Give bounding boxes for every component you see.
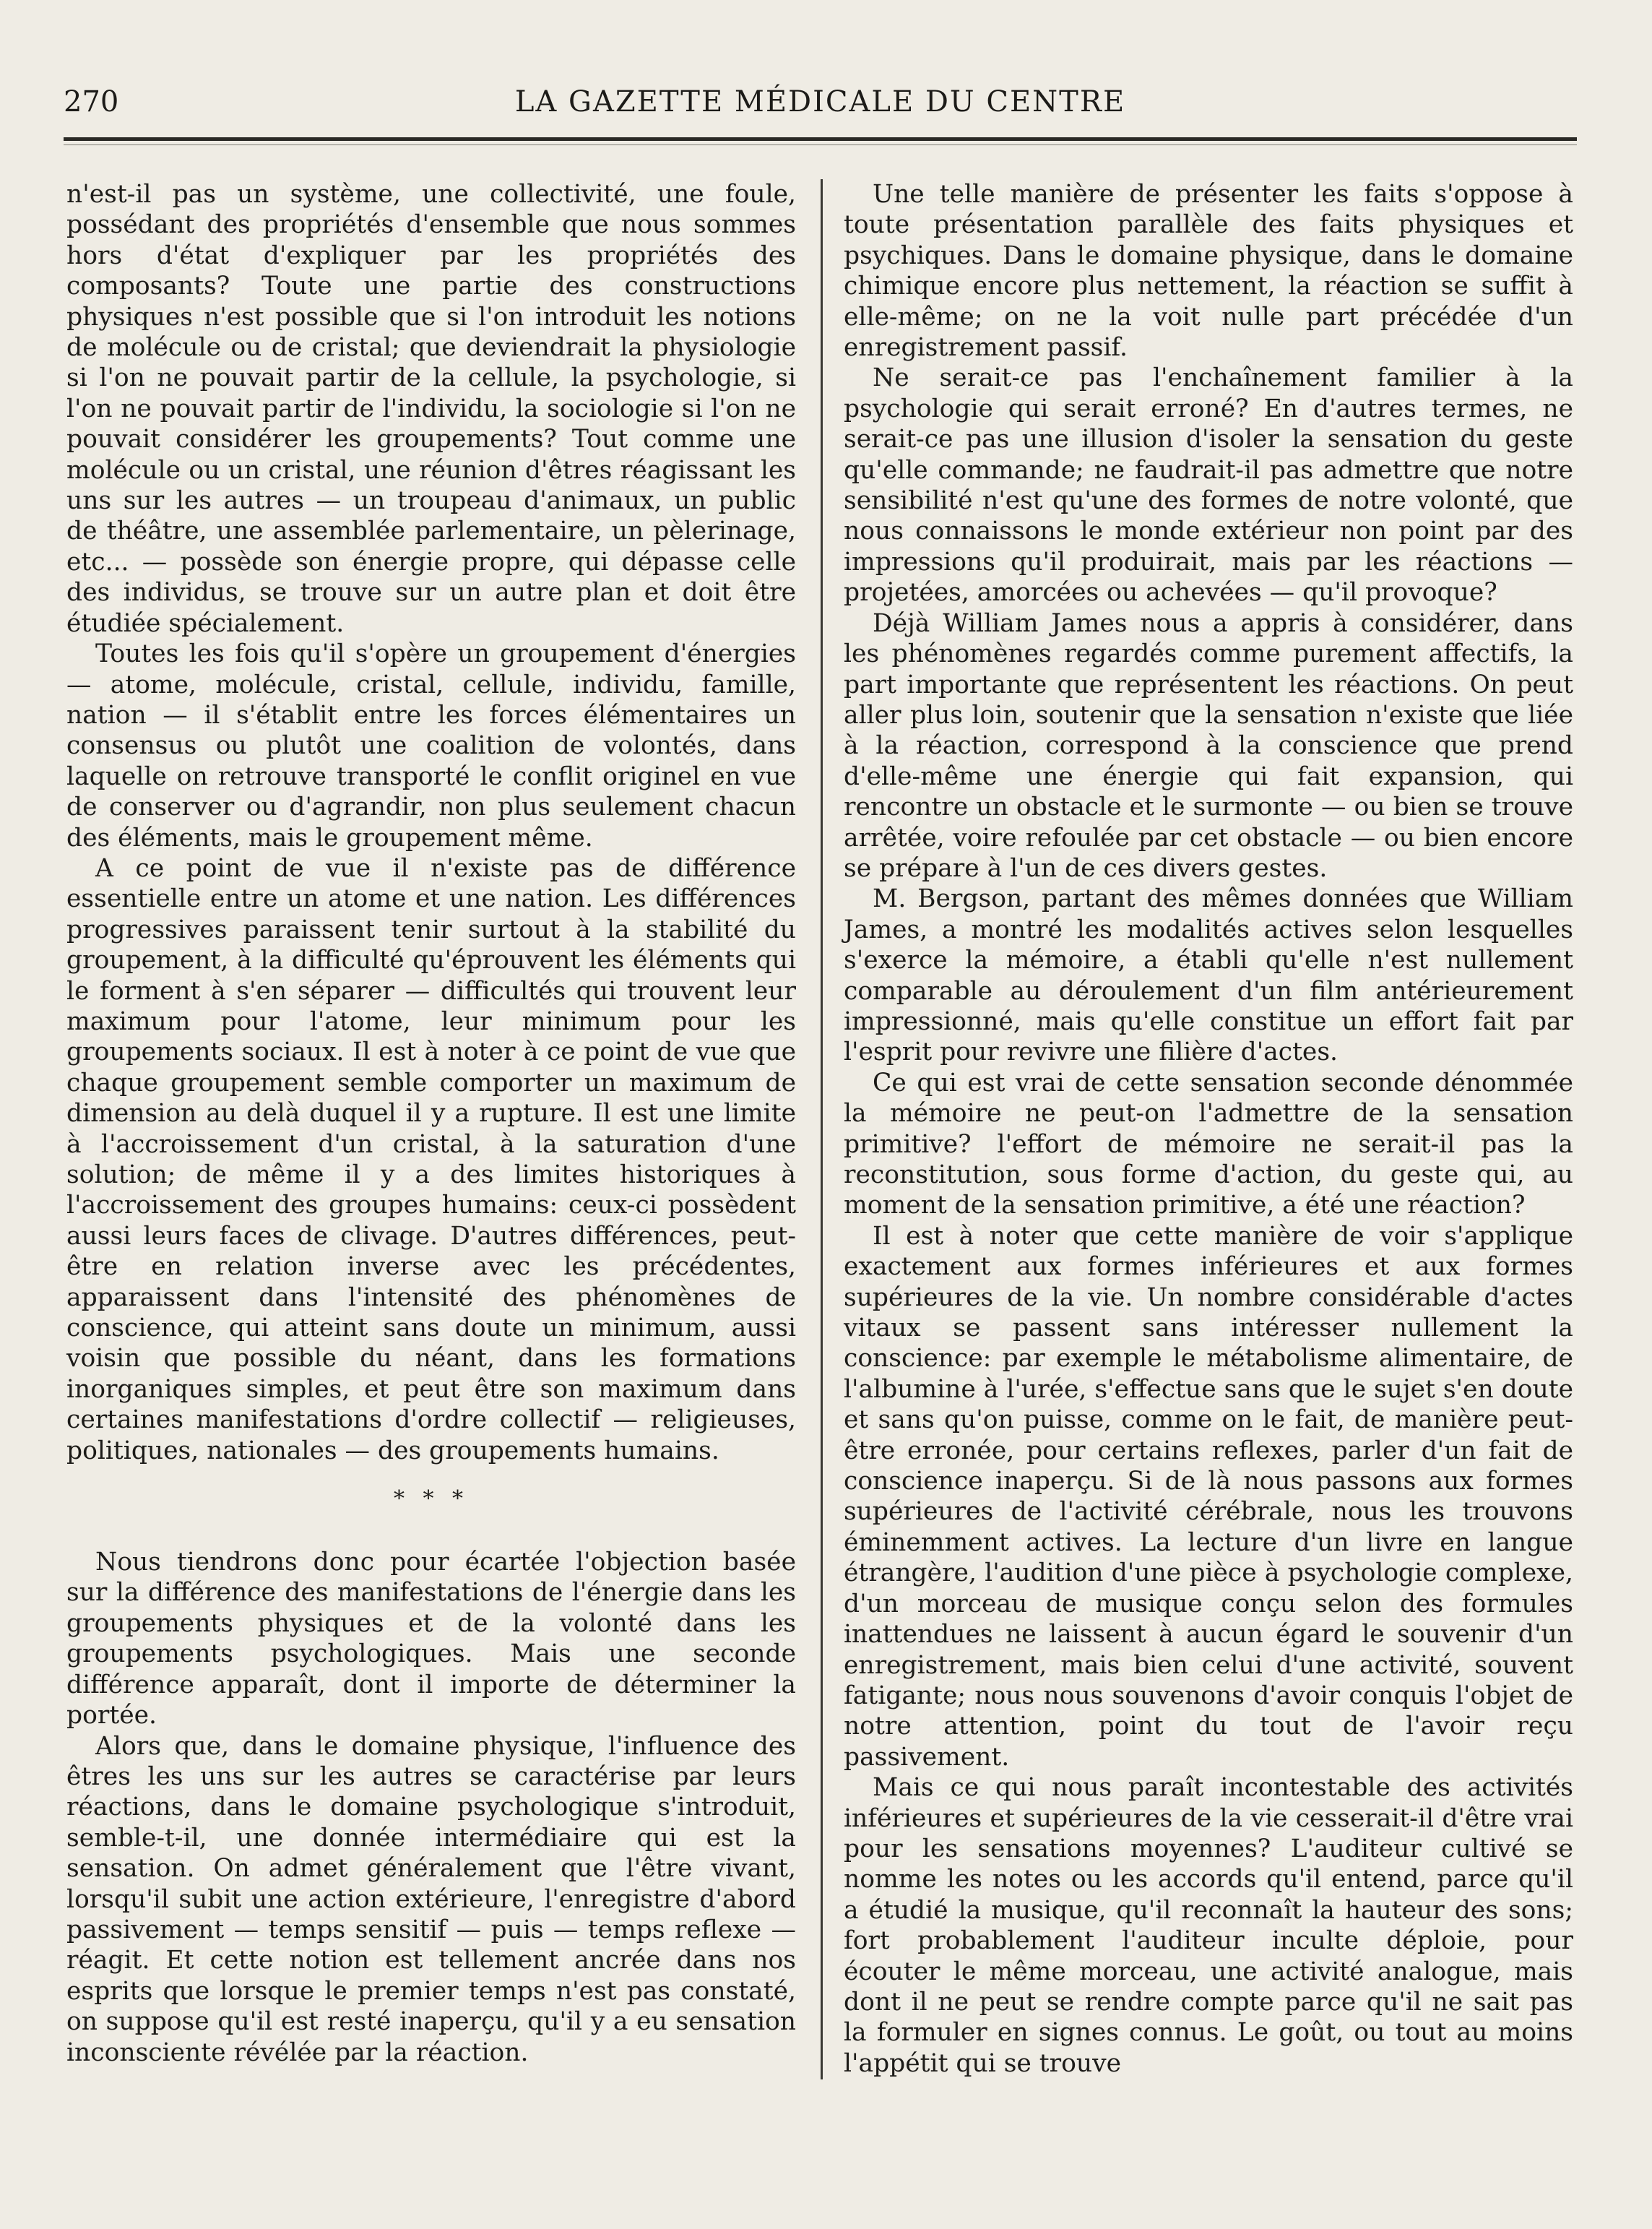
paragraph: Mais ce qui nous paraît incontestable des activités inférieures et supérieures de la vie cesserait-il d'être vrai pour les sensations moyennes? L'auditeur cultivé se nomme les notes ou les accords qu'il entend, parce qu'il a étudié la musique, qu'il reconnaît la hauteur des sons; fort probablement l'auditeur inculte déploie, pour écouter le même morceau, une activité analogue, mais dont il ne peut se rendre compte parce qu'il ne sait pas la formuler en signes connus. Le goût, ou tout au moins l'appétit qui se trouve [844,1773,1573,2078]
paragraph: Une telle manière de présenter les faits s'oppose à toute présentation parallèle des faits physiques et psychiques. Dans le domaine physique, dans le domaine chimique encore plus nettement, la réaction se suffit à elle-même; on ne la voit nulle part précédée d'un enregistrement passif. [844,180,1573,363]
paragraph: n'est-il pas un système, une collectivité, une foule, possédant des propriétés d'ensemble que nous sommes hors d'état d'expliquer par les propriétés des composants? Toute une partie des constructions physiques n'est possible que si l'on introduit les notions de molécule ou de cristal; que deviendrait la physiologie si l'on ne pouvait partir de la cellule, la psychologie, si l'on ne pouvait partir de l'individu, la sociologie si l'on ne pouvait considérer les groupements? Tout comme une molécule ou un cristal, une réunion d'êtres réagissant les uns sur les autres — un troupeau d'animaux, un public de théâtre, une assemblée parlementaire, un pèlerinage, etc... — possède son énergie propre, qui dépasse celle des individus, se trouve sur un autre plan et doit être étudiée spécialement. [66,180,796,638]
page-number: 270 [64,85,119,118]
paragraph: Nous tiendrons donc pour écartée l'objection basée sur la différence des manifestations de l'énergie dans les groupements physiques et de la volonté dans les groupements psychologiques. Mais une seconde différence apparaît, dont il importe de déterminer la portée. [66,1548,796,1730]
paragraph: Ne serait-ce pas l'enchaînement familier à la psychologie qui serait erroné? En d'autres termes, ne serait-ce pas une illusion d'isoler la sensation du geste qu'elle commande; ne faudrait-il pas admettre que notre sensibilité n'est qu'une des formes de notre volonté, que nous connaissons le monde extérieur non point par des impressions qu'il produirait, mais par les réactions — projetées, amorcées ou achevées — qu'il provoque? [844,363,1573,608]
paragraph: Alors que, dans le domaine physique, l'influence des êtres les uns sur les autres se caractérise par leurs réactions, dans le domaine psychologique s'introduit, semble-t-il, une donnée intermédiaire qui est la sensation. On admet généralement que l'être vivant, lorsqu'il subit une action extérieure, l'enregistre d'abord passivement — temps sensitif — puis — temps reflexe — réagit. Et cette notion est tellement ancrée dans nos esprits que lorsque le premier temps n'est pas constaté, on suppose qu'il est resté inaperçu, qu'il y a eu sensation inconsciente révélée par la réaction. [66,1731,796,2067]
right-column [844,179,1573,2079]
paragraph: Déjà William James nous a appris à considérer, dans les phénomènes regardés comme purement affectifs, la part importante que représentent les réactions. On peut aller plus loin, soutenir que la sensation n'existe que liée à la réaction, correspond à la conscience que prend d'elle-même une énergie qui fait expansion, qui rencontre un obstacle et le surmonte — ou bien se trouve arrêtée, voire refoulée par cet obstacle — ou bien encore se prépare à l'un de ces divers gestes. [844,608,1573,883]
journal-title: LA GAZETTE MÉDICALE DU CENTRE [514,85,1126,118]
column-divider [821,179,823,2079]
left-column [66,179,796,2068]
paragraph: Ce qui est vrai de cette sensation seconde dénommée la mémoire ne peut-on l'admettre de la sensation primitive? l'effort de mémoire ne serait-il pas la reconstitution, sous forme d'action, du geste qui, au moment de la sensation primitive, a été une réaction? [844,1068,1573,1220]
header-rule [64,137,1577,141]
paragraph: Il est à noter que cette manière de voir s'applique exactement aux formes inférieures et aux formes supérieures de la vie. Un nombre considérable d'actes vitaux se passent sans intéresser nullement la conscience: par exemple le métabolisme alimentaire, de l'albumine à l'urée, s'effectue sans que le sujet s'en doute et sans qu'on puisse, comme on le fait, de manière peut-être erronée, pour certains reflexes, parler d'un fait de conscience inaperçu. Si de là nous passons aux formes supérieures de l'activité cérébrale, nous les trouvons éminemment actives. La lecture d'un livre en langue étrangère, l'audition d'une pièce à psychologie complexe, d'un morceau de musique conçu selon des formules inattendues ne laissent à aucun égard le souvenir d'un enregistrement, mais bien celui d'une activité, souvent fatigante; nous nous souvenons d'avoir conquis l'objet de notre attention, point du tout de l'avoir reçu passivement. [844,1221,1573,1772]
section-break-asterisks: * * * [393,1486,470,1512]
paragraph: A ce point de vue il n'existe pas de différence essentielle entre un atome et une nation. Les différences progressives paraissent tenir surtout à la stabilité du groupement, à la difficulté qu'éprouvent les éléments qui le forment à s'en séparer — difficultés qui trouvent leur maximum pour l'atome, leur minimum pour les groupements sociaux. Il est à noter à ce point de vue que chaque groupement semble comporter un maximum de dimension au delà duquel il y a rupture. Il est une limite à l'accroissement d'un cristal, à la saturation d'une solution; de même il y a des limites historiques à l'accroissement des groupes humains: ceux-ci possèdent aussi leurs faces de clivage. D'autres différences, peut-être en relation inverse avec les précédentes, apparaissent dans l'intensité des phénomènes de conscience, qui atteint sans doute un minimum, aussi voisin que possible du néant, dans les formations inorganiques simples, et peut être son maximum dans certaines manifestations d'ordre collectif — religieuses, politiques, nationales — des groupements humains. [66,853,796,1465]
page-header [64,85,1577,129]
paragraph: M. Bergson, partant des mêmes données que William James, a montré les modalités actives selon lesquelles s'exerce la mémoire, a établi qu'elle n'est nullement comparable au déroulement d'un film antérieurement impressionné, mais qu'elle constitue un effort fait par l'esprit pour revivre une filière d'actes. [844,884,1573,1067]
paragraph: Toutes les fois qu'il s'opère un groupement d'énergies — atome, molécule, cristal, cellule, individu, famille, nation — il s'établit entre les forces élémentaires un consensus ou plutôt une coalition de volontés, dans laquelle on retrouve transporté le conflit originel en vue de conserver ou d'agrandir, non plus seulement chacun des éléments, mais le groupement même. [66,639,796,853]
